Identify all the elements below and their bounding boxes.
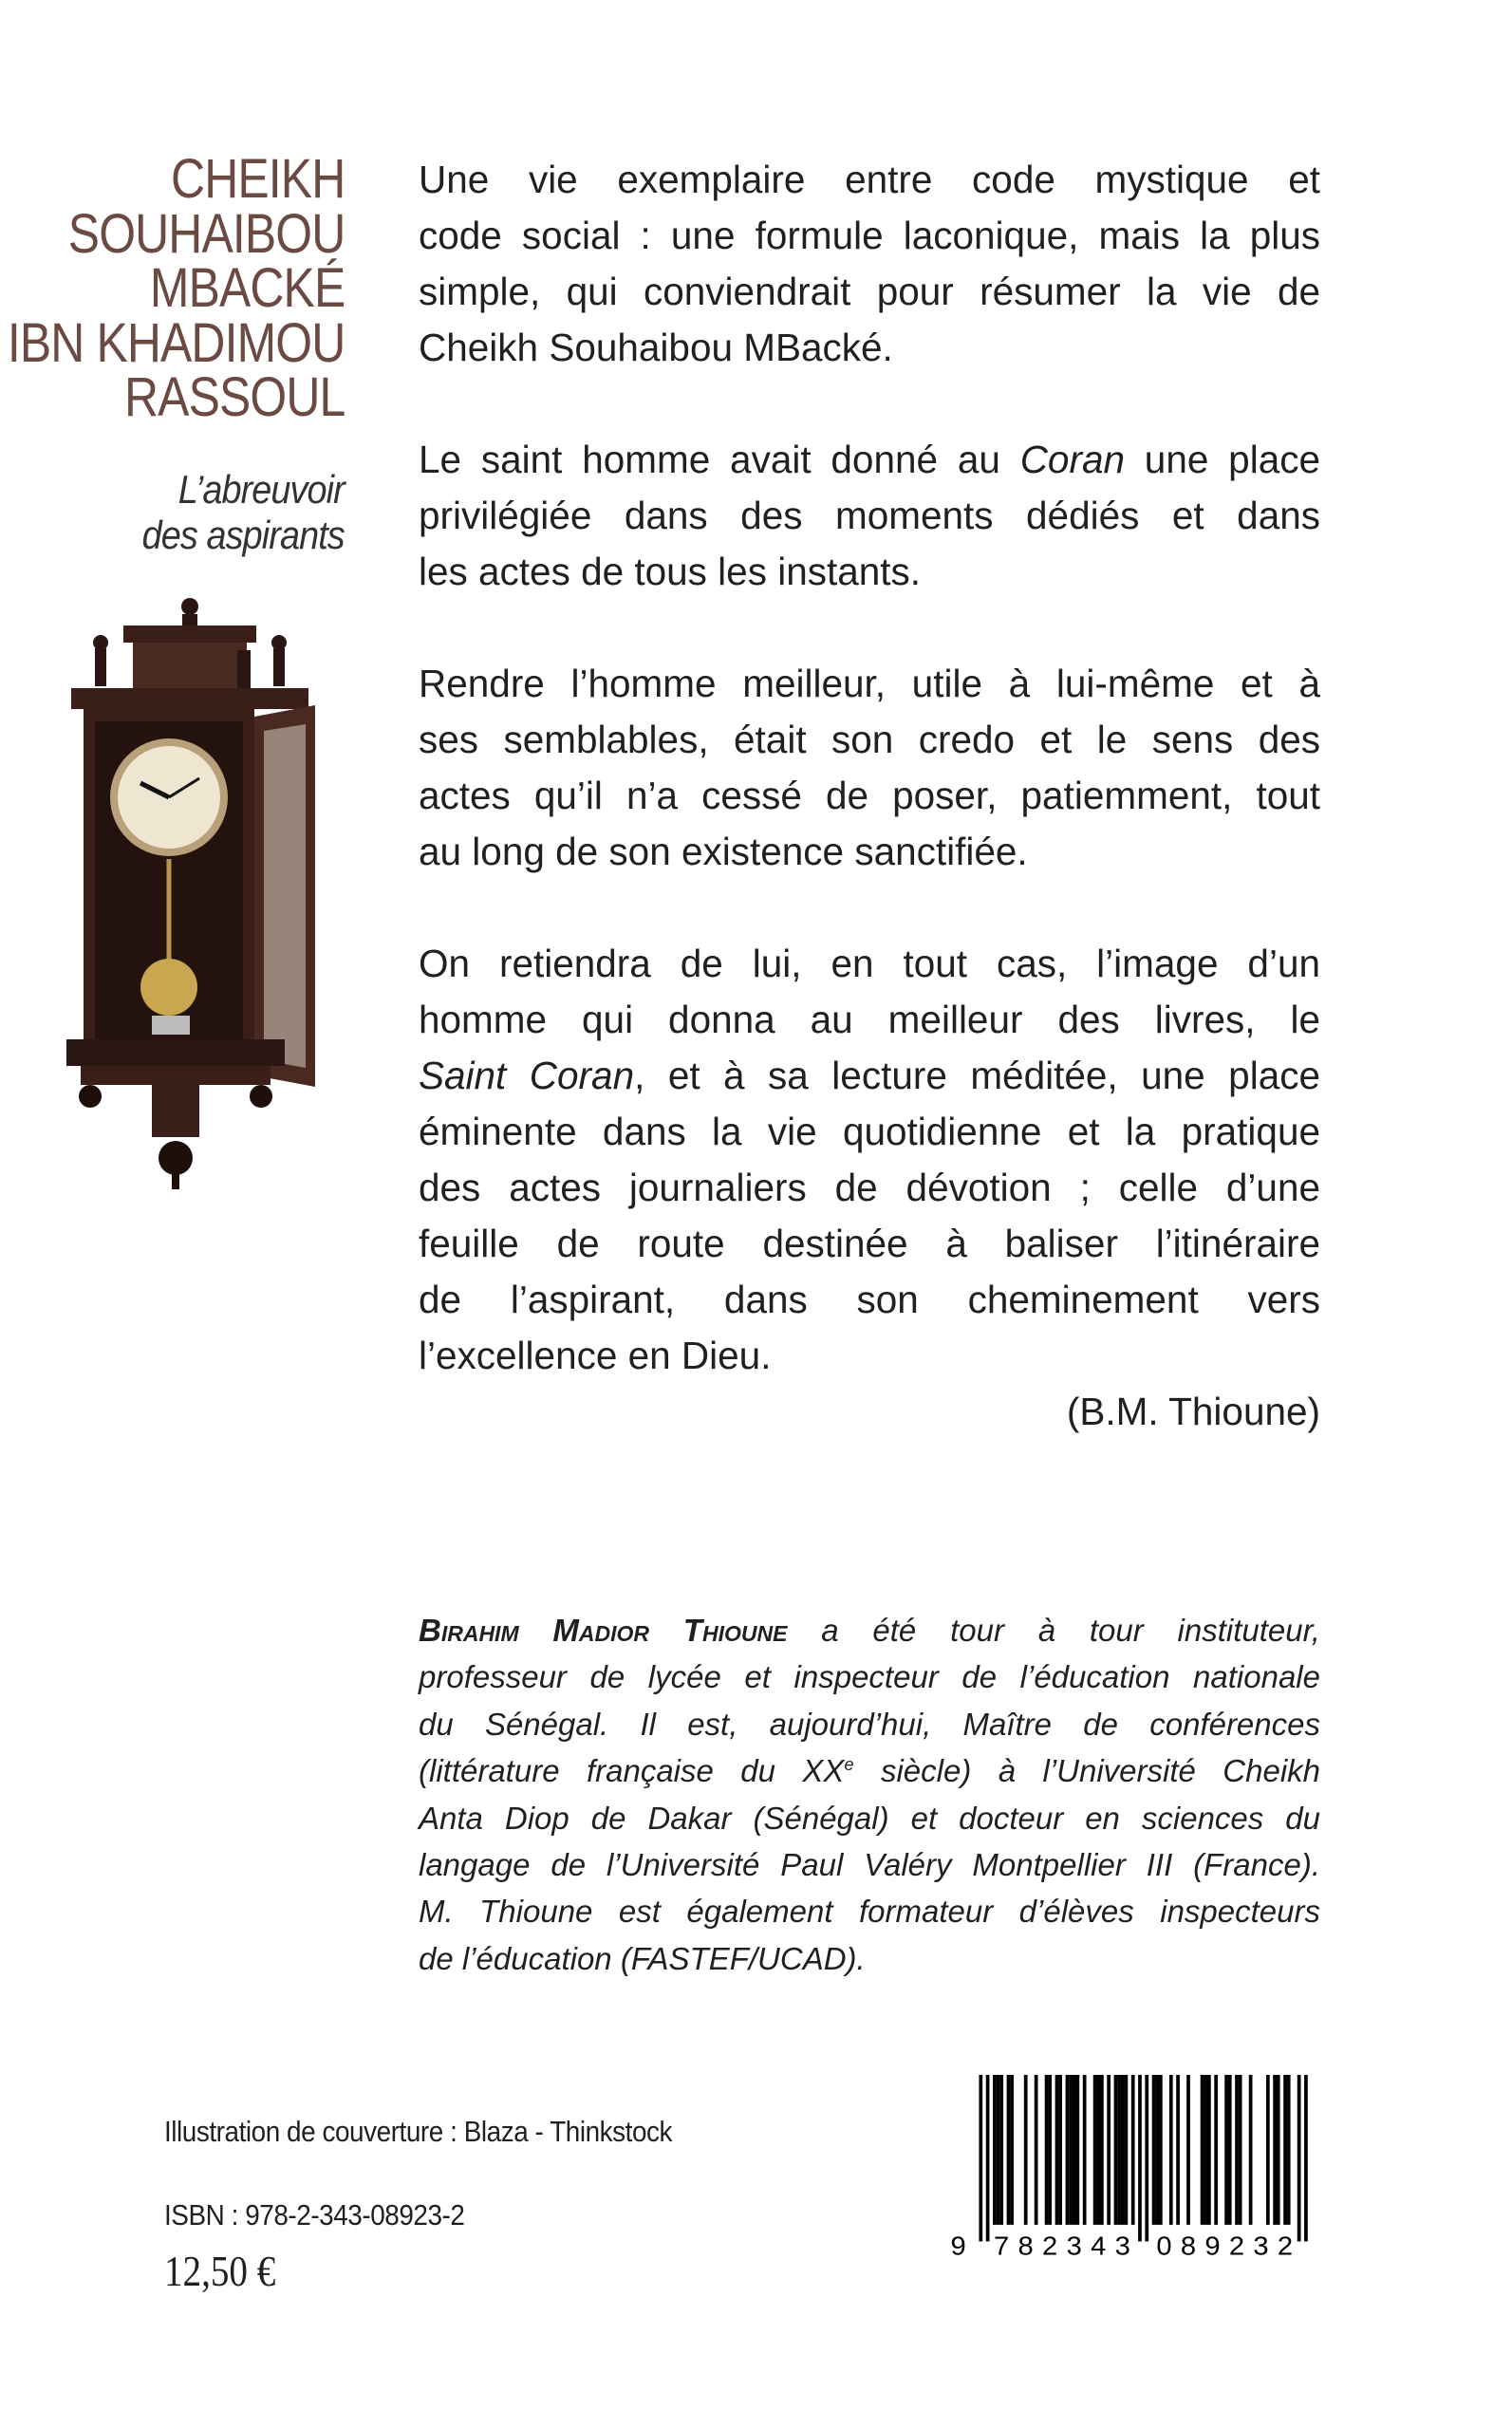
text-span: de l’éducation (FASTEF/UCAD). (419, 1940, 866, 1976)
text-span: homme qui donna au meilleur des livres, le (419, 998, 1320, 1041)
text-line (419, 320, 1320, 376)
barcode-bar (1069, 2075, 1073, 2225)
title-line: SOUHAIBOU (67, 202, 345, 265)
barcode-bar (1035, 2075, 1038, 2225)
barcode-bar (1058, 2075, 1062, 2225)
barcode-bar (1224, 2075, 1228, 2225)
text-span: Cheikh Souhaibou MBacké. (419, 326, 893, 369)
barcode-bar (993, 2075, 997, 2225)
barcode-bar (1093, 2075, 1097, 2225)
barcode-digit: 3 (1253, 2231, 1269, 2262)
text-span: Le saint homme avait donné au (419, 438, 1020, 481)
barcode-bar (1159, 2075, 1163, 2225)
barcode-bar (999, 2075, 1003, 2225)
barcode-bar (1277, 2075, 1280, 2225)
barcode-digit: 2 (1277, 2231, 1294, 2262)
barcode-bar (1207, 2075, 1211, 2225)
author-name: Birahim Madior Thioune (419, 1613, 788, 1648)
isbn: ISBN : 978-2-343-08923-2 (164, 2198, 465, 2232)
text-span: des actes journaliers de dévotion ; celle d’une (419, 1166, 1320, 1209)
text-span: actes qu’il n’a cessé de poser, patiemment, tout (419, 774, 1320, 817)
text-span: (littérature française du XX (419, 1753, 845, 1789)
barcode-bar (1007, 2075, 1011, 2225)
title-line: IBN KHADIMOU (7, 311, 345, 374)
barcode-bar (1083, 2075, 1087, 2225)
text-span: Une vie exemplaire entre code mystique et (419, 158, 1320, 201)
barcode-bar (1131, 2075, 1135, 2225)
barcode-bar (986, 2075, 990, 2241)
barcode-bar (1266, 2075, 1270, 2225)
blurb-paragraph (419, 656, 1320, 880)
text-span: de l’aspirant, dans son cheminement vers (419, 1278, 1320, 1321)
barcode-digit: 3 (1066, 2231, 1082, 2262)
text-line (419, 1160, 1320, 1216)
barcode-bar (1287, 2075, 1291, 2225)
barcode-bar (1121, 2075, 1125, 2225)
text-span: M. Thioune est également formateur d’élèves inspecteurs (419, 1894, 1320, 1930)
barcode-bar (1304, 2075, 1308, 2241)
text-span: privilégiée dans des moments dédiés et dans (419, 494, 1320, 537)
book-title (7, 148, 345, 428)
text-span: On retiendra de lui, en tout cas, l’image d’un (419, 942, 1320, 985)
barcode-digit: 2 (1228, 2231, 1245, 2262)
barcode-bar (1138, 2075, 1142, 2241)
text-line (419, 1048, 1320, 1104)
text-span: Rendre l’homme meilleur, utile à lui-même et à (419, 662, 1320, 705)
wall-clock-illustration (66, 593, 346, 1201)
barcode-bar (1297, 2075, 1301, 2241)
text-span: une place (1125, 438, 1320, 481)
text-line (419, 1104, 1320, 1160)
barcode-bar (1228, 2075, 1232, 2225)
barcode-digit: 4 (1091, 2231, 1107, 2262)
text-line (419, 1272, 1320, 1328)
text-line (419, 1747, 1320, 1794)
text-span: a été tour à tour instituteur, (787, 1613, 1320, 1648)
text-line (419, 1935, 1320, 1982)
barcode-bar (979, 2075, 982, 2241)
text-span: ses semblables, était son credo et le sens des (419, 718, 1320, 761)
barcode-bar (1024, 2075, 1028, 2225)
price: 12,50 € (164, 2247, 276, 2295)
text-span: simple, qui conviendrait pour résumer la vie de (419, 270, 1320, 313)
text-line (419, 152, 1320, 208)
text-line (419, 1653, 1320, 1700)
barcode-bar (1125, 2075, 1129, 2225)
clock-icon (66, 598, 315, 1189)
barcode-bar (1176, 2075, 1180, 2225)
text-span: Coran (1019, 438, 1125, 481)
barcode-bar (1186, 2075, 1190, 2225)
barcode-bar (1045, 2075, 1049, 2225)
text-line (419, 936, 1320, 992)
barcode-digit: 0 (1156, 2231, 1172, 2262)
blurb-paragraph (419, 152, 1320, 376)
barcode-bar (1010, 2075, 1014, 2225)
text-span: langage de l’Université Paul Valéry Montpellier III (France). (419, 1846, 1320, 1882)
text-line (419, 992, 1320, 1048)
text-line (419, 1328, 1320, 1384)
barcode-bar (1117, 2075, 1121, 2225)
barcode-bar (1239, 2075, 1242, 2225)
text-line (419, 1701, 1320, 1747)
text-span: éminente dans la vie quotidienne et la pratique (419, 1110, 1320, 1153)
barcode-bar (1249, 2075, 1253, 2225)
barcode-bar (1096, 2075, 1100, 2225)
barcode-digit: 2 (1042, 2231, 1058, 2262)
barcode-bar (1201, 2075, 1204, 2225)
book-subtitle (142, 467, 345, 558)
barcode-digit: 9 (950, 2231, 966, 2262)
barcode-digit: 8 (1180, 2231, 1197, 2262)
barcode-bar (1145, 2075, 1148, 2241)
barcode-bar (1283, 2075, 1287, 2225)
text-line (419, 712, 1320, 768)
text-span: code social : une formule laconique, mais la plus (419, 214, 1320, 257)
barcode-bar (1107, 2075, 1111, 2225)
barcode-bar (1066, 2075, 1070, 2225)
subtitle-line: des aspirants (141, 513, 345, 557)
barcode-digit: 8 (1017, 2231, 1034, 2262)
blurb-signature: (B.M. Thioune) (1066, 1390, 1320, 1433)
title-line: CHEIKH (170, 148, 345, 210)
text-span: au long de son existence sanctifiée. (419, 830, 1028, 873)
barcode-bar (1076, 2075, 1080, 2225)
text-line (419, 656, 1320, 712)
barcode-bar (1155, 2075, 1159, 2225)
title-line: MBACKÉ (149, 257, 345, 319)
barcode-bar (1273, 2075, 1277, 2225)
ean13-barcode (944, 2075, 1315, 2265)
text-line (419, 488, 1320, 544)
text-line (419, 544, 1320, 600)
text-span: , et à sa lecture méditée, une place (634, 1054, 1320, 1097)
text-line (419, 1841, 1320, 1888)
barcode-digit: 9 (1204, 2231, 1221, 2262)
text-span: e (844, 1755, 854, 1775)
barcode-bar (1055, 2075, 1059, 2225)
barcode-bar (1204, 2075, 1207, 2225)
text-span: Anta Diop de Dakar (Sénégal) et docteur en sciences du (419, 1800, 1320, 1836)
barcode-bar (1048, 2075, 1052, 2225)
text-line (419, 1888, 1320, 1934)
barcode-bar (1073, 2075, 1076, 2225)
text-span: siècle) à l’Université Cheikh (853, 1753, 1321, 1789)
barcode-bar (1114, 2075, 1118, 2225)
illustration-credit: Illustration de couverture : Blaza - Thinkstock (164, 2115, 673, 2148)
text-line (419, 1216, 1320, 1272)
barcode-digit: 3 (1114, 2231, 1130, 2262)
text-line (419, 824, 1320, 880)
text-span: professeur de lycée et inspecteur de l’éducation nationale (419, 1659, 1320, 1695)
text-line (419, 208, 1320, 264)
title-line: RASSOUL (123, 366, 345, 428)
text-line (419, 1795, 1320, 1841)
barcode-bar (1235, 2075, 1239, 2225)
blurb-paragraph (419, 432, 1320, 600)
barcode-bar (997, 2075, 1000, 2225)
author-biography (419, 1607, 1320, 1982)
text-line (419, 432, 1320, 488)
barcode-bar (1169, 2075, 1173, 2225)
back-cover-blurb (419, 152, 1320, 1440)
barcode-bar (1100, 2075, 1104, 2225)
blurb-paragraph (419, 936, 1320, 1384)
barcode-digit: 7 (994, 2231, 1010, 2262)
text-span: feuille de route destinée à baliser l’itinéraire (419, 1222, 1320, 1265)
text-span: les actes de tous les instants. (419, 550, 922, 593)
barcode-bar (1214, 2075, 1218, 2225)
subtitle-line: L’abreuvoir (177, 467, 345, 512)
text-span: Saint Coran (419, 1054, 635, 1097)
barcode-bar (1152, 2075, 1156, 2225)
text-line (419, 768, 1320, 824)
text-span: du Sénégal. Il est, aujourd’hui, Maître de conférences (419, 1706, 1320, 1742)
text-line (419, 264, 1320, 320)
text-line (419, 1607, 1320, 1653)
text-span: l’excellence en Dieu. (419, 1334, 772, 1377)
